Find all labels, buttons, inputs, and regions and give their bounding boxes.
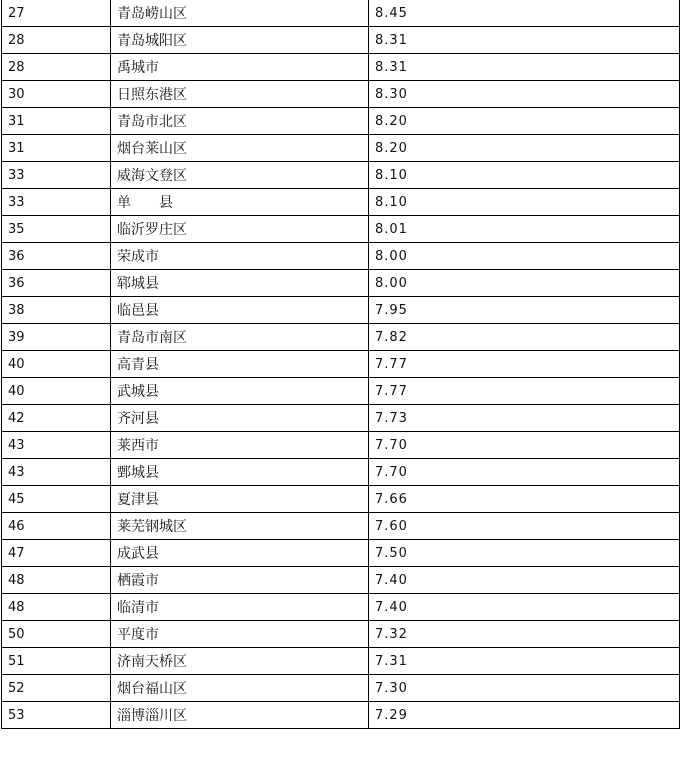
table-row bbox=[2, 324, 680, 351]
table-row bbox=[2, 432, 680, 459]
table-row bbox=[2, 243, 680, 270]
rank-cell: 31 bbox=[2, 135, 111, 162]
rank-cell: 27 bbox=[2, 0, 111, 27]
table-row bbox=[2, 540, 680, 567]
ranking-table bbox=[1, 0, 680, 729]
value-cell: 8.45 bbox=[369, 0, 680, 27]
value-cell: 7.77 bbox=[369, 378, 680, 405]
value-cell: 7.82 bbox=[369, 324, 680, 351]
value-cell: 8.00 bbox=[369, 270, 680, 297]
table-row bbox=[2, 27, 680, 54]
rank-cell: 45 bbox=[2, 486, 111, 513]
table-row bbox=[2, 486, 680, 513]
value-cell: 7.32 bbox=[369, 621, 680, 648]
district-name-cell: 武城县 bbox=[111, 378, 369, 405]
table-row bbox=[2, 621, 680, 648]
rank-cell: 50 bbox=[2, 621, 111, 648]
table-row bbox=[2, 378, 680, 405]
table-row bbox=[2, 162, 680, 189]
rank-cell: 28 bbox=[2, 27, 111, 54]
table-row bbox=[2, 702, 680, 729]
rank-cell: 28 bbox=[2, 54, 111, 81]
rank-cell: 31 bbox=[2, 108, 111, 135]
value-cell: 7.77 bbox=[369, 351, 680, 378]
table-row bbox=[2, 216, 680, 243]
value-cell: 7.73 bbox=[369, 405, 680, 432]
rank-cell: 33 bbox=[2, 162, 111, 189]
district-name-cell: 平度市 bbox=[111, 621, 369, 648]
district-name-cell: 莱芜钢城区 bbox=[111, 513, 369, 540]
value-cell: 8.00 bbox=[369, 243, 680, 270]
rank-cell: 47 bbox=[2, 540, 111, 567]
district-name-cell: 鄄城县 bbox=[111, 459, 369, 486]
district-name-cell: 日照东港区 bbox=[111, 81, 369, 108]
value-cell: 8.10 bbox=[369, 189, 680, 216]
table-row bbox=[2, 135, 680, 162]
value-cell: 8.30 bbox=[369, 81, 680, 108]
table-row bbox=[2, 270, 680, 297]
district-name-cell: 济南天桥区 bbox=[111, 648, 369, 675]
district-name-cell: 临清市 bbox=[111, 594, 369, 621]
district-name-cell: 栖霞市 bbox=[111, 567, 369, 594]
value-cell: 7.60 bbox=[369, 513, 680, 540]
value-cell: 7.70 bbox=[369, 432, 680, 459]
rank-cell: 40 bbox=[2, 378, 111, 405]
rank-cell: 33 bbox=[2, 189, 111, 216]
rank-cell: 42 bbox=[2, 405, 111, 432]
value-cell: 7.40 bbox=[369, 567, 680, 594]
rank-cell: 46 bbox=[2, 513, 111, 540]
ranking-table-body bbox=[2, 0, 680, 729]
table-row bbox=[2, 567, 680, 594]
rank-cell: 53 bbox=[2, 702, 111, 729]
value-cell: 8.10 bbox=[369, 162, 680, 189]
rank-cell: 43 bbox=[2, 432, 111, 459]
table-row bbox=[2, 297, 680, 324]
table-row bbox=[2, 54, 680, 81]
rank-cell: 43 bbox=[2, 459, 111, 486]
district-name-cell: 临沂罗庄区 bbox=[111, 216, 369, 243]
rank-cell: 51 bbox=[2, 648, 111, 675]
value-cell: 8.31 bbox=[369, 54, 680, 81]
district-name-cell: 夏津县 bbox=[111, 486, 369, 513]
table-row bbox=[2, 459, 680, 486]
district-name-cell: 成武县 bbox=[111, 540, 369, 567]
district-name-cell: 郓城县 bbox=[111, 270, 369, 297]
rank-cell: 39 bbox=[2, 324, 111, 351]
value-cell: 7.29 bbox=[369, 702, 680, 729]
table-row bbox=[2, 189, 680, 216]
rank-cell: 35 bbox=[2, 216, 111, 243]
table-row bbox=[2, 675, 680, 702]
district-name-cell: 齐河县 bbox=[111, 405, 369, 432]
value-cell: 8.20 bbox=[369, 135, 680, 162]
table-row bbox=[2, 648, 680, 675]
district-name-cell: 单 县 bbox=[111, 189, 369, 216]
value-cell: 7.95 bbox=[369, 297, 680, 324]
district-name-cell: 淄博淄川区 bbox=[111, 702, 369, 729]
value-cell: 8.20 bbox=[369, 108, 680, 135]
value-cell: 7.66 bbox=[369, 486, 680, 513]
value-cell: 8.01 bbox=[369, 216, 680, 243]
district-name-cell: 荣成市 bbox=[111, 243, 369, 270]
district-name-cell: 莱西市 bbox=[111, 432, 369, 459]
district-name-cell: 禹城市 bbox=[111, 54, 369, 81]
rank-cell: 36 bbox=[2, 243, 111, 270]
district-name-cell: 威海文登区 bbox=[111, 162, 369, 189]
district-name-cell: 临邑县 bbox=[111, 297, 369, 324]
district-name-cell: 烟台莱山区 bbox=[111, 135, 369, 162]
table-row bbox=[2, 513, 680, 540]
district-name-cell: 青岛崂山区 bbox=[111, 0, 369, 27]
table-row bbox=[2, 0, 680, 27]
table-row bbox=[2, 108, 680, 135]
district-name-cell: 青岛城阳区 bbox=[111, 27, 369, 54]
value-cell: 7.70 bbox=[369, 459, 680, 486]
rank-cell: 36 bbox=[2, 270, 111, 297]
district-name-cell: 烟台福山区 bbox=[111, 675, 369, 702]
value-cell: 8.31 bbox=[369, 27, 680, 54]
table-row bbox=[2, 81, 680, 108]
district-name-cell: 青岛市南区 bbox=[111, 324, 369, 351]
district-name-cell: 高青县 bbox=[111, 351, 369, 378]
value-cell: 7.31 bbox=[369, 648, 680, 675]
value-cell: 7.50 bbox=[369, 540, 680, 567]
rank-cell: 30 bbox=[2, 81, 111, 108]
table-row bbox=[2, 405, 680, 432]
table-row bbox=[2, 594, 680, 621]
value-cell: 7.30 bbox=[369, 675, 680, 702]
rank-cell: 48 bbox=[2, 594, 111, 621]
rank-cell: 40 bbox=[2, 351, 111, 378]
rank-cell: 38 bbox=[2, 297, 111, 324]
rank-cell: 48 bbox=[2, 567, 111, 594]
table-row bbox=[2, 351, 680, 378]
value-cell: 7.40 bbox=[369, 594, 680, 621]
district-name-cell: 青岛市北区 bbox=[111, 108, 369, 135]
rank-cell: 52 bbox=[2, 675, 111, 702]
